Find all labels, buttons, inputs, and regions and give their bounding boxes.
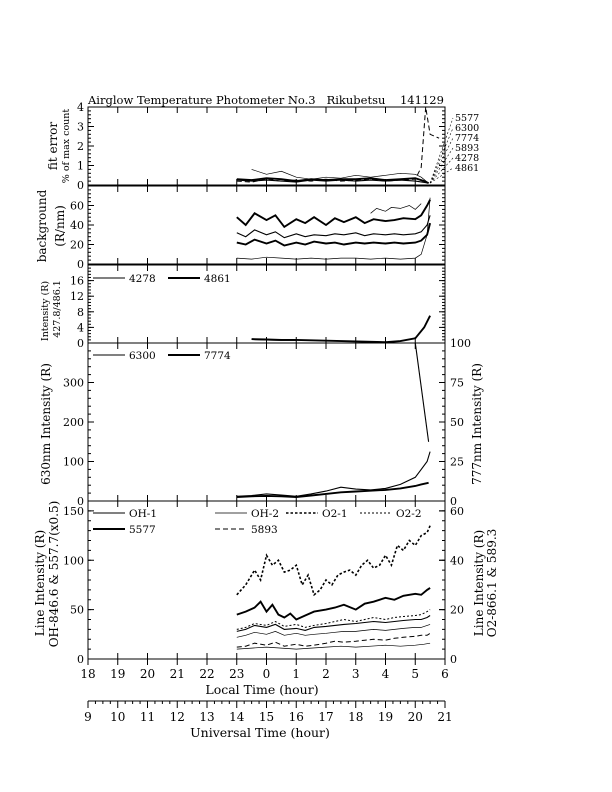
series-line-background-bg-1: [237, 200, 430, 227]
legend-label-6300: 6300: [129, 350, 156, 362]
right-label-4278: 4278: [455, 153, 480, 164]
ytick-label-intensity_4278_4861: 0: [77, 337, 84, 350]
ytick-label-intensity_4278_4861: 16: [70, 274, 84, 288]
local-time-tick-label: 19: [110, 667, 126, 681]
ytick-right-label-intensity_6300_7774: 0: [450, 495, 457, 508]
panel-intensity-6300-frame: [88, 343, 445, 501]
legend-label-5893: 5893: [251, 524, 278, 536]
background-ylabel: background: [35, 189, 49, 263]
line-intensity-ylabel: Line Intensity (R): [33, 529, 47, 637]
ut-tick-label: 14: [229, 710, 245, 724]
right-label-6300: 6300: [455, 123, 480, 134]
legend-label-O2-1: O2-1: [322, 508, 348, 520]
intensity-6300-ylabel-right: 777nm Intensity (R): [470, 363, 484, 485]
series-line-fit_error-7774: [237, 107, 439, 182]
ytick-label-intensity_6300_7774: 100: [63, 455, 84, 469]
right-label-leader-5577: [430, 118, 453, 183]
line-intensity-ylabel-right2: O2-866.1 & 589.3: [485, 528, 499, 638]
intensity-4278-ylabel2: 427.8/486.1: [52, 280, 63, 338]
intensity-4278-ylabel: Intensity (R): [40, 280, 51, 342]
ytick-label-intensity_6300_7774: 200: [63, 416, 84, 429]
ytick-right-label-intensity_6300_7774: 25: [450, 455, 464, 469]
legend-label-7774: 7774: [204, 350, 231, 362]
ytick-label-fit_error: 4: [77, 101, 84, 114]
ytick-label-intensity_4278_4861: 4: [77, 321, 84, 335]
ut-tick-label: 21: [437, 710, 453, 724]
panel-background-frame: [88, 186, 445, 264]
right-label-leader-4278: [430, 158, 453, 183]
series-line-intensity_6300_7774-7774-spike: [415, 343, 428, 442]
local-time-xlabel: Local Time (hour): [205, 682, 319, 697]
ytick-label-line_intensity: 0: [77, 653, 84, 666]
ytick-label-fit_error: 2: [77, 140, 84, 153]
ytick-right-label-intensity_6300_7774: 50: [450, 416, 464, 429]
right-label-5893: 5893: [455, 143, 480, 154]
series-line-intensity_4278_4861-4861: [252, 316, 431, 343]
ut-tick-label: 16: [288, 710, 304, 724]
ytick-right-label-intensity_6300_7774: 75: [450, 376, 464, 390]
series-line-background-bg-4: [237, 198, 430, 259]
local-time-tick-label: 18: [80, 667, 96, 681]
legend-label-O2-2: O2-2: [396, 508, 422, 520]
ytick-label-fit_error: 3: [77, 120, 84, 134]
ytick-label-fit_error: 1: [77, 159, 84, 173]
ytick-label-intensity_4278_4861: 8: [77, 305, 84, 319]
ytick-label-line_intensity: 50: [70, 603, 84, 617]
ut-tick-label: 18: [348, 710, 364, 724]
local-time-tick-label: 4: [381, 667, 390, 681]
local-time-tick-label: 0: [262, 667, 271, 681]
ytick-label-background: 20: [70, 238, 84, 252]
universal-time-xlabel: Universal Time (hour): [190, 725, 330, 740]
ytick-right-label-line_intensity: 20: [450, 603, 464, 617]
chart-title: Airglow Temperature Photometer No.3 Rikubetsu 141129: [88, 93, 444, 107]
ut-tick-label: 17: [318, 710, 334, 724]
local-time-tick-label: 20: [139, 667, 156, 681]
background-ylabel2: (R/nm): [53, 205, 67, 247]
ytick-label-background: 60: [70, 199, 84, 213]
ytick-label-line_intensity: 150: [63, 504, 84, 518]
legend-label-OH-1: OH-1: [129, 508, 157, 520]
local-time-tick-label: 3: [351, 667, 360, 681]
ut-tick-label: 9: [84, 710, 92, 724]
intensity-6300-ylabel: 630nm Intensity (R): [39, 363, 53, 485]
series-line-fit_error-5893: [237, 180, 429, 183]
right-label-5577: 5577: [455, 113, 480, 124]
local-time-tick-label: 22: [199, 667, 215, 681]
series-line-background-bg-5: [371, 204, 422, 214]
series-line-intensity_6300_7774-6300: [237, 452, 430, 497]
line-intensity-ylabel-right: Line Intensity (R): [472, 529, 486, 637]
legend-label-OH-2: OH-2: [251, 508, 279, 520]
ut-tick-label: 10: [110, 710, 126, 724]
series-line-line_intensity-OH-1: [237, 616, 430, 632]
ytick-right-label-line_intensity: 60: [450, 504, 464, 518]
ytick-label-background: 40: [70, 219, 84, 232]
legend-label-4278: 4278: [129, 273, 156, 285]
ut-tick-label: 19: [377, 710, 394, 724]
ytick-label-intensity_4278_4861: 12: [70, 290, 84, 304]
ut-tick-label: 11: [139, 710, 156, 724]
series-line-line_intensity-bottom: [237, 643, 430, 649]
legend-label-5577: 5577: [129, 524, 156, 536]
local-time-tick-label: 2: [322, 667, 330, 681]
local-time-tick-label: 1: [292, 667, 301, 681]
ytick-label-background: 0: [77, 258, 84, 271]
ytick-right-label-line_intensity: 0: [450, 653, 457, 666]
ytick-right-label-intensity_6300_7774: 100: [450, 337, 471, 350]
ut-tick-label: 20: [407, 710, 423, 724]
series-line-line_intensity-O2-2: [237, 610, 430, 630]
series-line-line_intensity-O2-1: [237, 526, 430, 595]
panel-fit-error-frame: [88, 107, 445, 185]
fit-error-ylabel: fit error: [46, 121, 60, 171]
chart-marks: [63, 101, 479, 724]
line-intensity-ylabel2: OH-846.6 & 557.7(x0.5): [47, 500, 61, 648]
ytick-label-fit_error: 0: [77, 179, 84, 192]
series-line-line_intensity-5893: [237, 633, 430, 647]
ut-tick-label: 15: [258, 710, 275, 724]
ytick-label-line_intensity: 100: [63, 554, 84, 568]
legend-label-4861: 4861: [204, 273, 231, 285]
right-label-leader-5893: [430, 148, 453, 183]
series-line-line_intensity-5577: [237, 588, 430, 620]
ytick-label-intensity_6300_7774: 0: [77, 495, 84, 508]
local-time-tick-label: 5: [411, 667, 420, 681]
fit-error-ylabel2: % of max count: [61, 108, 72, 184]
right-label-7774: 7774: [455, 133, 480, 144]
right-label-leader-7774: [430, 138, 453, 183]
ytick-label-intensity_6300_7774: 300: [63, 376, 84, 390]
ytick-right-label-line_intensity: 40: [450, 554, 464, 568]
series-line-line_intensity-OH-2: [237, 624, 430, 637]
ut-tick-label: 13: [199, 710, 215, 724]
local-time-tick-label: 21: [169, 667, 185, 681]
local-time-tick-label: 23: [229, 667, 245, 681]
local-time-tick-label: 6: [441, 667, 449, 681]
ut-tick-label: 12: [169, 710, 185, 724]
right-label-4861: 4861: [455, 163, 480, 174]
